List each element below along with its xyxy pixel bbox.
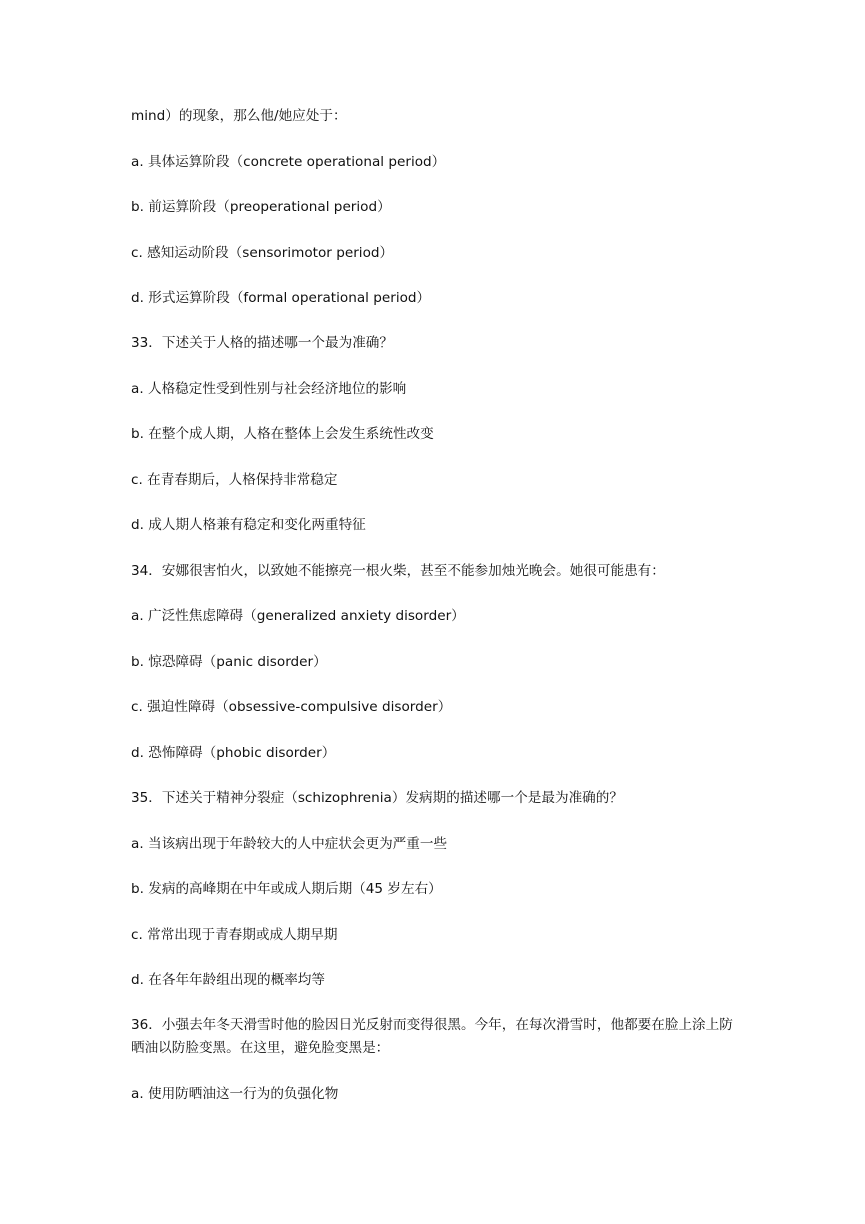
q32-option-c: c. 感知运动阶段（sensorimotor period） xyxy=(131,245,394,261)
q34-question: 34．安娜很害怕火，以致她不能擦亮一根火柴，甚至不能参加烛光晚会。她很可能患有： xyxy=(131,563,665,579)
q33-option-c: c. 在青春期后，人格保持非常稳定 xyxy=(131,472,338,488)
q33-option-a: a. 人格稳定性受到性别与社会经济地位的影响 xyxy=(131,381,407,397)
q33-option-d: d. 成人期人格兼有稳定和变化两重特征 xyxy=(131,517,366,533)
q32-option-a: a. 具体运算阶段（concrete operational period） xyxy=(131,154,446,170)
q36-question: 36．小强去年冬天滑雪时他的脸因日光反射而变得很黑。今年，在每次滑雪时，他都要在脸上涂上防晒油以防脸变黑。在这里，避免脸变黑是： xyxy=(131,1017,733,1056)
q33-option-b: b. 在整个成人期，人格在整体上会发生系统性改变 xyxy=(131,426,434,442)
q34-option-b: b. 惊恐障碍（panic disorder） xyxy=(131,654,327,670)
q35-question: 35．下述关于精神分裂症（schizophrenia）发病期的描述哪一个是最为准确的？ xyxy=(131,790,623,806)
q35-option-d: d. 在各年年龄组出现的概率均等 xyxy=(131,972,325,988)
q34-option-c: c. 强迫性障碍（obsessive-compulsive disorder） xyxy=(131,699,452,715)
q32-option-d: d. 形式运算阶段（formal operational period） xyxy=(131,290,431,306)
q34-option-d: d. 恐怖障碍（phobic disorder） xyxy=(131,745,336,761)
q35-option-b: b. 发病的高峰期在中年或成人期后期（45 岁左右） xyxy=(131,881,442,897)
text-line-q32-stem-end: mind）的现象，那么他/她应处于： xyxy=(131,108,347,124)
q33-question: 33．下述关于人格的描述哪一个最为准确？ xyxy=(131,335,393,351)
q35-option-c: c. 常常出现于青春期或成人期早期 xyxy=(131,927,338,943)
q35-option-a: a. 当该病出现于年龄较大的人中症状会更为严重一些 xyxy=(131,836,448,852)
q34-option-a: a. 广泛性焦虑障碍（generalized anxiety disorder） xyxy=(131,608,465,624)
q32-option-b: b. 前运算阶段（preoperational period） xyxy=(131,199,391,215)
q36-option-a: a. 使用防晒油这一行为的负强化物 xyxy=(131,1086,339,1102)
